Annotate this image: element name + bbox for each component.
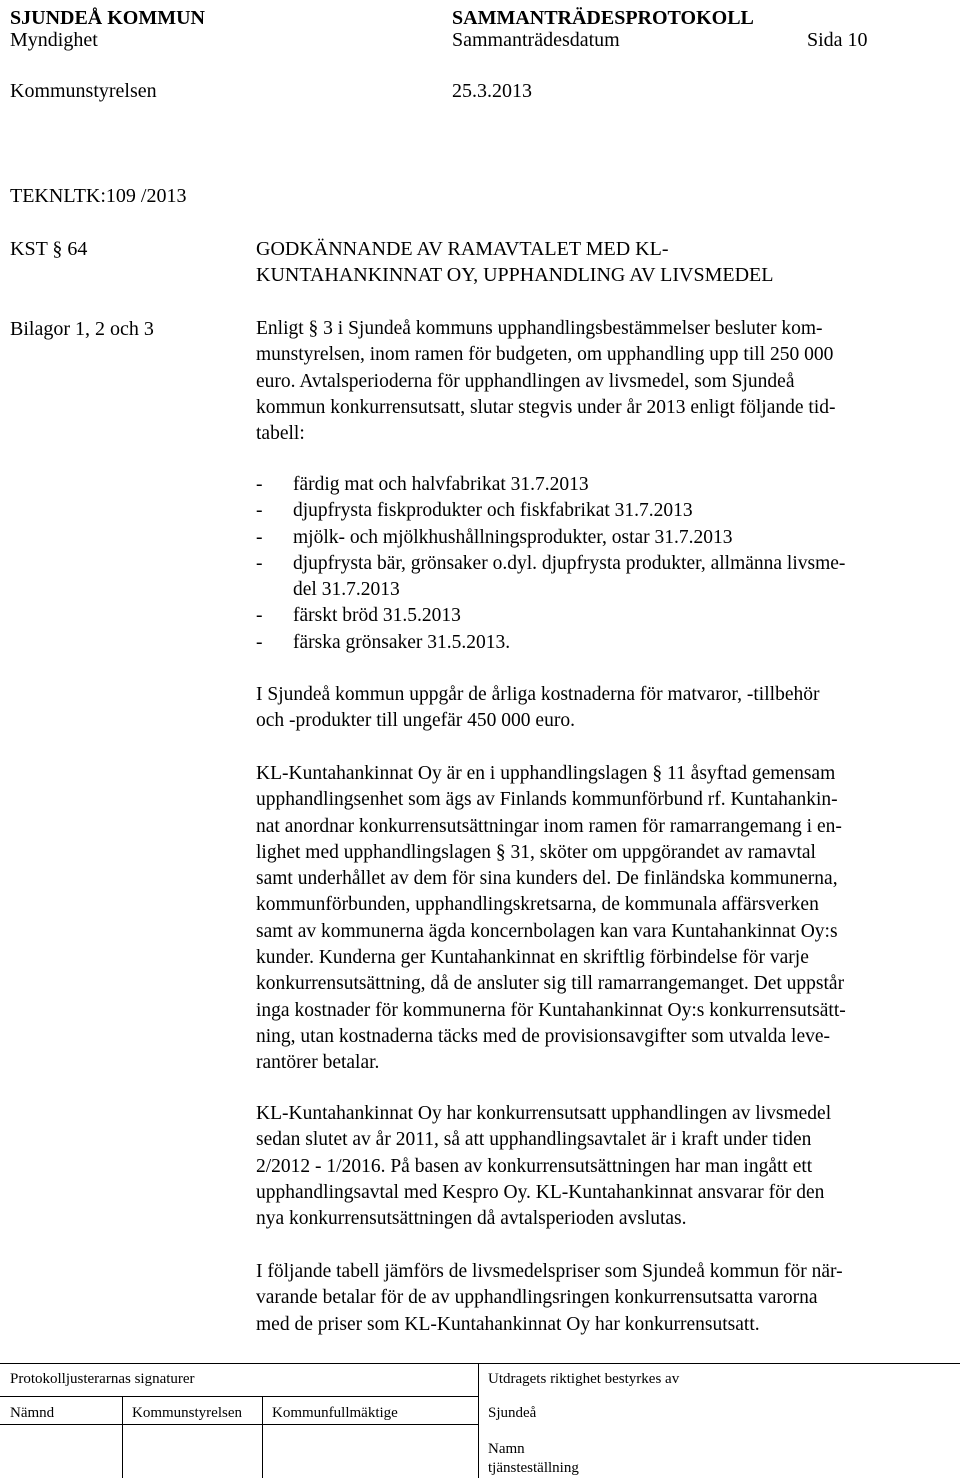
extract-certified-label: Utdragets riktighet bestyrkes av [488,1371,680,1387]
list-item [256,498,946,524]
list-item-text: djupfrysta fiskprodukter och fiskfabrikat 31.7.2013 [293,500,693,522]
costs-paragraph [256,682,946,735]
list-item [256,551,946,604]
text-line: inga kostnader för kommunerna för Kuntahankinnat Oy:s konkurrensutsätt- [256,999,846,1021]
list-dash: - [256,474,263,495]
text-line: kommunförbunden, upphandlingskretsarna, de kommunala affärsverken [256,894,819,916]
date-label: Sammanträdesdatum [452,29,620,51]
list-item [256,630,946,656]
text-line: konkurrensutsättning, då de ansluter sig till ramarrangemanget. Det uppstår [256,973,845,995]
list-item [256,603,946,629]
list-item-text: djupfrysta bär, grönsaker o.dyl. djupfrysta produkter, allmänna livsme- [293,552,846,574]
footer-column-divider [122,1396,123,1478]
text-line: samt underhållet av dem för sina kunders del. De finländska kommunerna, [256,868,838,890]
text-line: 2/2012 - 1/2016. På basen av konkurrensutsättningen har man ingått ett [256,1155,813,1177]
text-line: och -produkter till ungefär 450 000 euro. [256,710,575,732]
name-label: Namn [488,1441,525,1457]
footer-column-divider [262,1396,263,1478]
procurement-paragraph [256,1101,946,1232]
text-line: euro. Avtalsperioderna för upphandlingen av livsmedel, som Sjundeå [256,370,795,392]
text-line: KL-Kuntahankinnat Oy är en i upphandlingslagen § 11 åsyftad gemensam [256,763,836,784]
list-dash: - [256,526,263,548]
place-label: Sjundeå [488,1405,537,1421]
case-title-line-2: KUNTAHANKINNAT OY, UPPHANDLING AV LIVSMEDEL [256,264,774,286]
page-number: Sida 10 [807,29,868,51]
contract-period-list [256,472,946,656]
municipal-council-column: Kommunfullmäktige [272,1405,398,1421]
intro-paragraph [256,316,946,447]
municipal-board-column: Kommunstyrelsen [132,1405,242,1421]
text-line: tabell: [256,423,305,445]
list-item-text: del 31.7.2013 [293,579,400,601]
list-item-text: färdig mat och halvfabrikat 31.7.2013 [293,474,589,495]
text-line: lighet med upphandlingslagen § 31, sköter om uppgörandet av ramavtal [256,841,816,863]
attachments-label: Bilagor 1, 2 och 3 [10,318,154,340]
list-item [256,472,946,498]
text-line: kunder. Kunderna ger Kuntahankinnat en skriftlig förbindelse för varje [256,947,809,969]
text-line: I följande tabell jämförs de livsmedelspriser som Sjundeå kommun för när- [256,1261,843,1282]
footer-top-rule [0,1363,960,1364]
meeting-date: 25.3.2013 [452,80,532,102]
case-title-line-1: GODKÄNNANDE AV RAMAVTALET MED KL- [256,238,669,260]
signatures-label: Protokolljusterarnas signaturer [10,1371,195,1387]
org-name: SJUNDEÅ KOMMUN [10,7,205,29]
list-item-text: mjölk- och mjölkhushållningsprodukter, ostar 31.7.2013 [293,526,733,548]
text-line: sedan slutet av år 2011, så att upphandlingsavtalet är i kraft under tiden [256,1129,812,1151]
text-line: nat anordnar konkurrensutsättningar inom ramen för ramarrangemang i en- [256,815,842,837]
text-line: nya konkurrensutsättningen då avtalsperioden avslutas. [256,1208,687,1230]
footer-row-rule [0,1396,478,1397]
kst-section: KST § 64 [10,238,88,260]
position-label: tjänsteställning [488,1460,579,1476]
text-line: varande betalar för de av upphandlingsringen konkurrensutsatta varorna [256,1287,818,1309]
footer-center-divider [478,1363,479,1478]
list-item-text: färskt bröd 31.5.2013 [293,605,461,627]
text-line: samt av kommunerna ägda koncernbolagen kan vara Kuntahankinnat Oy:s [256,920,838,942]
list-item [256,525,946,551]
list-item-text: färska grönsaker 31.5.2013. [293,631,511,653]
committee-column: Nämnd [10,1405,55,1421]
list-dash: - [256,500,263,522]
text-line: munstyrelsen, inom ramen för budgeten, om upphandling upp till 250 000 [256,344,834,366]
text-line: KL-Kuntahankinnat Oy har konkurrensutsatt upphandlingen av livsmedel [256,1103,832,1124]
list-dash: - [256,631,263,653]
text-line: Enligt § 3 i Sjundeå kommuns upphandlingsbestämmelser besluter kom- [256,318,823,339]
document-type: SAMMANTRÄDESPROTOKOLL [452,7,754,29]
text-line: kommun konkurrensutsatt, slutar stegvis under år 2013 enligt följande tid- [256,396,836,418]
text-line: ning, utan kostnaderna täcks med de provisionsavgifter som utvalda leve- [256,1025,831,1047]
text-line: rantörer betalar. [256,1052,380,1074]
tekn-reference: TEKNLTK:109 /2013 [10,185,187,207]
text-line: I Sjundeå kommun uppgår de årliga kostnaderna för matvaror, -tillbehör [256,684,820,705]
text-line: med de priser som KL-Kuntahankinnat Oy har konkurrensutsatt. [256,1313,760,1335]
text-line: upphandlingsenhet som ägs av Finlands kommunförbund rf. Kuntahankin- [256,789,838,811]
comparison-paragraph [256,1259,946,1338]
authority-label: Myndighet [10,29,98,51]
list-dash: - [256,552,263,574]
list-dash: - [256,605,263,627]
authority-name: Kommunstyrelsen [10,80,157,102]
text-line: upphandlingsavtal med Kespro Oy. KL-Kuntahankinnat ansvarar för den [256,1181,825,1203]
footer-row-rule [0,1424,478,1425]
kuntahankinnat-paragraph [256,761,946,1077]
